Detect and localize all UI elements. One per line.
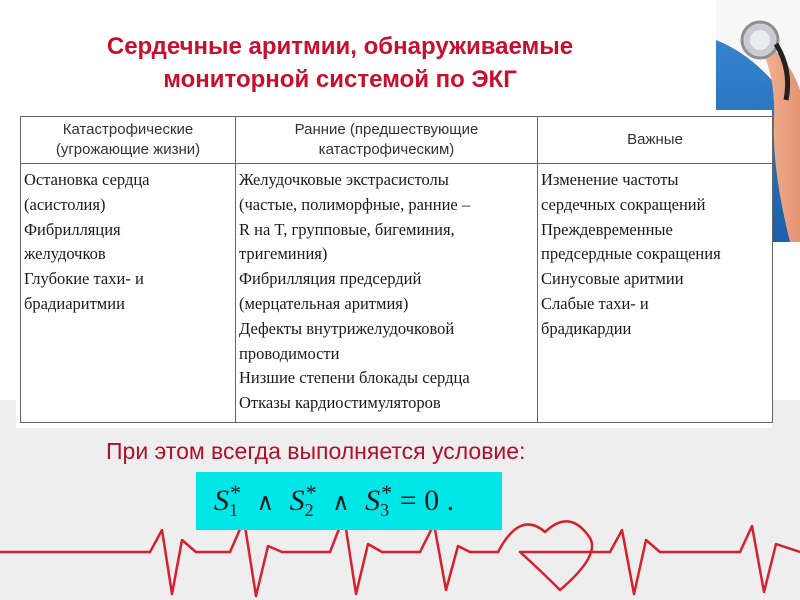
arrhythmia-table-container bbox=[16, 110, 772, 428]
cell-line: тригеминия) bbox=[239, 244, 328, 264]
cell-line: брадикардии bbox=[541, 318, 632, 338]
cell-line: Дефекты внутрижелудочковой bbox=[239, 318, 455, 338]
cell-line: предсердные сокращения bbox=[541, 244, 721, 264]
cell-line: Отказы кардиостимуляторов bbox=[239, 393, 441, 413]
title-line-1: Сердечные аритмии, обнаруживаемые bbox=[106, 33, 574, 60]
header-line: катастрофическим) bbox=[318, 141, 455, 158]
header-line: Важные bbox=[627, 131, 683, 148]
cell-line: сердечных сокращений bbox=[541, 194, 706, 214]
header-catastrophic bbox=[21, 117, 236, 164]
formula-sub: 1 bbox=[229, 500, 238, 520]
cell-line: Слабые тахи- и bbox=[541, 293, 649, 313]
header-important bbox=[538, 117, 773, 164]
cell-catastrophic bbox=[21, 164, 236, 423]
formula-highlight bbox=[196, 472, 502, 530]
formula bbox=[214, 480, 454, 521]
header-early bbox=[236, 117, 538, 164]
formula-operator: ∧ bbox=[256, 490, 275, 516]
cell-line: проводимости bbox=[239, 343, 340, 363]
cell-line: (частые, полиморфные, ранние – bbox=[239, 194, 471, 214]
cell-line: Остановка сердца bbox=[24, 170, 150, 189]
header-line: Ранние (предшествующие bbox=[294, 121, 479, 138]
cell-line: Синусовые аритмии bbox=[541, 269, 684, 289]
cell-line: Преждевременные bbox=[541, 219, 673, 239]
condition-text: При этом всегда выполняется условие: bbox=[106, 438, 526, 464]
cell-line: брадиаритмии bbox=[24, 293, 125, 313]
cell-line: Изменение частоты bbox=[541, 170, 679, 189]
cell-line: Низшие степени блокады сердца bbox=[239, 368, 470, 388]
table-header-row bbox=[21, 117, 773, 164]
formula-rhs: = 0 . bbox=[399, 484, 455, 517]
formula-sup: * bbox=[230, 480, 241, 505]
formula-sub: 2 bbox=[304, 500, 314, 520]
formula-sup: * bbox=[305, 480, 317, 505]
formula-var: S bbox=[365, 484, 381, 517]
arrhythmia-table bbox=[20, 116, 773, 423]
cell-line: Желудочковые экстрасистолы bbox=[239, 170, 449, 189]
cell-line: Фибрилляция bbox=[24, 219, 121, 239]
cell-line: Фибрилляция предсердий bbox=[239, 269, 422, 289]
formula-operator: ∧ bbox=[332, 490, 350, 516]
cell-line: Глубокие тахи- и bbox=[24, 269, 144, 289]
table-row bbox=[21, 164, 773, 423]
formula-var: S bbox=[214, 484, 229, 517]
formula-sub: 3 bbox=[380, 500, 390, 520]
page-title bbox=[80, 30, 600, 96]
cell-important bbox=[538, 164, 773, 423]
cell-line: (асистолия) bbox=[24, 194, 106, 214]
header-line: (угрожающие жизни) bbox=[55, 141, 201, 158]
cell-early bbox=[236, 164, 538, 423]
cell-line: желудочков bbox=[24, 244, 106, 264]
cell-line: R на T, групповые, бигеминия, bbox=[239, 219, 455, 239]
cell-line: (мерцательная аритмия) bbox=[239, 293, 409, 313]
header-line: Катастрофические bbox=[62, 121, 194, 138]
formula-sup: * bbox=[381, 480, 393, 505]
formula-var: S bbox=[289, 484, 305, 517]
title-line-2: мониторной системой по ЭКГ bbox=[163, 66, 517, 93]
